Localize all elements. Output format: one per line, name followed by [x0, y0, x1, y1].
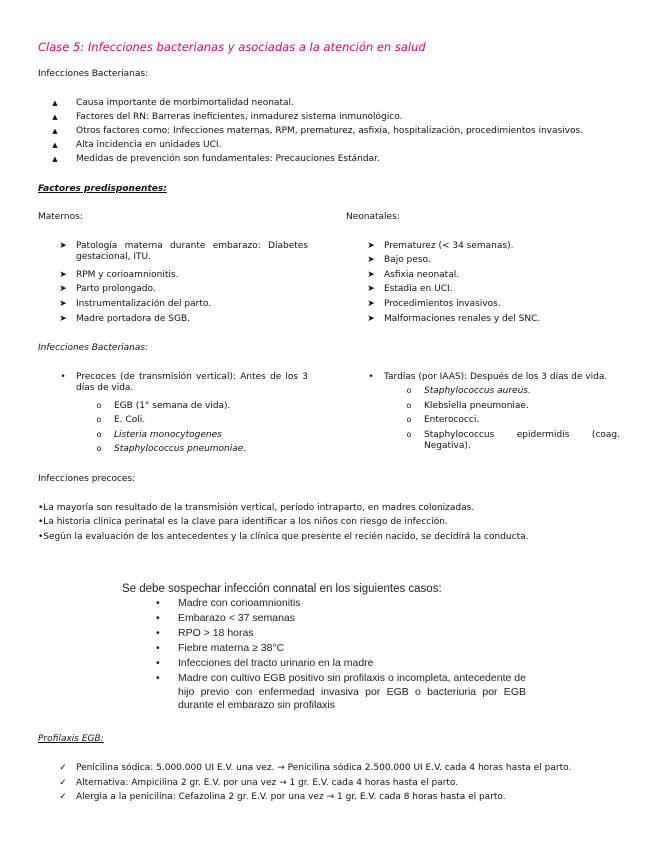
triangle-bullet-icon: ▲	[52, 113, 58, 121]
list-item-text: Causa importante de morbimortalidad neonatal.	[76, 98, 294, 108]
list-item-text: Estadía en UCI.	[384, 284, 453, 294]
list-item-text: Infecciones del tracto urinario en la madre	[178, 657, 374, 669]
list-item-text: Staphylococcus aureus.	[424, 386, 531, 396]
circle-bullet-icon: o	[96, 401, 102, 410]
section-heading-profilaxis: Profilaxis EGB:	[38, 734, 104, 744]
section-heading-infecciones-precoces: Infecciones precoces:	[38, 474, 136, 484]
arrow-bullet-icon: ➤	[59, 270, 67, 280]
circle-bullet-icon: o	[96, 415, 102, 424]
list-item-text: Instrumentalización del parto.	[76, 299, 212, 309]
neonatales-label: Neonatales:	[346, 212, 400, 222]
checkmark-icon: ✓	[59, 778, 67, 788]
list-item-text: Asfixia neonatal.	[384, 270, 460, 280]
dot-bullet-icon: •	[156, 597, 160, 609]
paragraph-line: •La historia clínica perinatal es la clave para identificar a los niños con riesgo de infección.	[38, 517, 448, 527]
dot-bullet-icon: •	[60, 372, 66, 382]
triangle-bullet-icon: ▲	[52, 127, 58, 135]
paragraph-line: •Según la evaluación de los antecedentes y la clínica que presente el recién nacido, se decidirá la conducta.	[38, 532, 529, 542]
list-item-text: Listeria monocytogenes	[114, 430, 222, 440]
arrow-bullet-icon: ➤	[367, 241, 375, 251]
list-item	[56, 372, 308, 395]
dot-bullet-icon: •	[156, 657, 160, 669]
list-item-text: Patología materna durante embarazo: Diabetes gestacional, ITU.	[76, 241, 308, 263]
list-item-text: Madre con corioamnionitis	[178, 597, 301, 609]
triangle-bullet-icon: ▲	[52, 155, 58, 163]
list-item-text: Madre con cultivo EGB positivo sin profilaxis o incompleta, antecedente de hijo previo con enfermedad invasiva por EGB o bacteriuria por EGB durante el embarazo sin profilaxis	[178, 672, 526, 712]
section-heading-factores: Factores predisponentes:	[38, 184, 167, 194]
list-item-text: Procedimientos invasivos.	[384, 299, 501, 309]
dot-bullet-icon: •	[368, 372, 374, 382]
triangle-bullet-icon: ▲	[52, 141, 58, 149]
list-item-text: RPO > 18 horas	[178, 627, 254, 639]
circle-bullet-icon: o	[406, 386, 412, 395]
triangle-bullet-icon: ▲	[52, 99, 58, 107]
list-item-text: Bajo peso.	[384, 255, 431, 265]
arrow-bullet-icon: ➤	[367, 255, 375, 265]
list-item-text: Precoces (de transmisión vertical): Antes de los 3 días de vida.	[76, 372, 308, 394]
list-item-text: Embarazo < 37 semanas	[178, 612, 296, 624]
checkmark-icon: ✓	[59, 763, 67, 773]
list-item-text: Prematurez (< 34 semanas).	[384, 241, 514, 251]
list-item-text: RPM y corioamnionitis.	[76, 270, 179, 280]
arrow-bullet-icon: ➤	[59, 299, 67, 309]
arrow-bullet-icon: ➤	[367, 284, 375, 294]
sospecha-title: Se debe sospechar infección connatal en los siguientes casos:	[122, 583, 442, 595]
dot-bullet-icon: •	[156, 612, 160, 624]
list-item-text: EGB (1° semana de vida).	[114, 401, 231, 411]
list-item	[56, 241, 308, 264]
circle-bullet-icon: o	[96, 430, 102, 439]
arrow-bullet-icon: ➤	[367, 314, 375, 324]
dot-bullet-icon: •	[156, 627, 160, 639]
maternos-label: Maternos:	[38, 212, 83, 222]
list-item-text: Klebsiella pneumoniae.	[424, 401, 529, 411]
document-title: Clase 5: Infecciones bacterianas y asociadas a la atención en salud	[38, 40, 426, 54]
arrow-bullet-icon: ➤	[59, 284, 67, 294]
circle-bullet-icon: o	[406, 430, 412, 439]
arrow-bullet-icon: ➤	[367, 299, 375, 309]
list-item-text: Staphylococcus epidermidis (coag. Negativa).	[424, 430, 620, 452]
checkmark-icon: ✓	[59, 792, 67, 802]
list-item-text: Madre portadora de SGB.	[76, 314, 190, 324]
sub-list-item	[402, 430, 620, 453]
list-item-text: Alternativa: Ampicilina 2 gr. E.V. por una vez → 1 gr. E.V. cada 4 horas hasta el parto.	[76, 778, 459, 788]
arrow-bullet-icon: ➤	[59, 314, 67, 324]
list-item-text: Staphylococcus pneumoniae.	[114, 444, 247, 454]
list-item-text: Enterococci.	[424, 415, 480, 425]
dot-bullet-icon: •	[156, 642, 160, 654]
list-item-text: E. Coli.	[114, 415, 146, 425]
arrow-bullet-icon: ➤	[59, 241, 67, 251]
section-heading-infecciones-bacterianas: Infecciones Bacterianas:	[38, 69, 149, 79]
paragraph-line: •La mayoría son resultado de la transmisión vertical, período intraparto, en madres colonizadas.	[38, 503, 475, 513]
arrow-bullet-icon: ➤	[367, 270, 375, 280]
list-item-text: Malformaciones renales y del SNC.	[384, 314, 541, 324]
list-item-text: Otros factores como: Infecciones maternas, RPM, prematurez, asfixia, hospitalización, procedimientos invasivos.	[76, 126, 584, 136]
list-item-text: Alergia a la penicilina: Cefazolina 2 gr. E.V. por una vez → 1 gr. E.V. cada 8 horas hasta el parto.	[76, 792, 506, 802]
list-item-text: Alta incidencia en unidades UCI.	[76, 140, 222, 150]
circle-bullet-icon: o	[96, 444, 102, 453]
list-item-text: Medidas de prevención son fundamentales: Precauciones Estándar.	[76, 154, 380, 164]
circle-bullet-icon: o	[406, 415, 412, 424]
list-item-text: Tardías (por IAAS): Después de los 3 días de vida.	[384, 372, 608, 382]
dot-bullet-icon: •	[156, 672, 160, 684]
list-item-text: Factores del RN: Barreras ineficientes, inmadurez sistema inmunológico.	[76, 112, 403, 122]
list-item-text: Parto prolongado.	[76, 284, 156, 294]
list-item-text: Penicilina sódica: 5.000.000 UI E.V. una vez. → Penicilina sódica 2.500.000 UI E.V. cada 4 horas hasta el parto.	[76, 763, 572, 773]
section-heading-infecciones-bacterianas-2: Infecciones Bacterianas:	[38, 343, 149, 353]
circle-bullet-icon: o	[406, 401, 412, 410]
list-item-text: Fiebre materna ≥ 38°C	[178, 642, 285, 654]
